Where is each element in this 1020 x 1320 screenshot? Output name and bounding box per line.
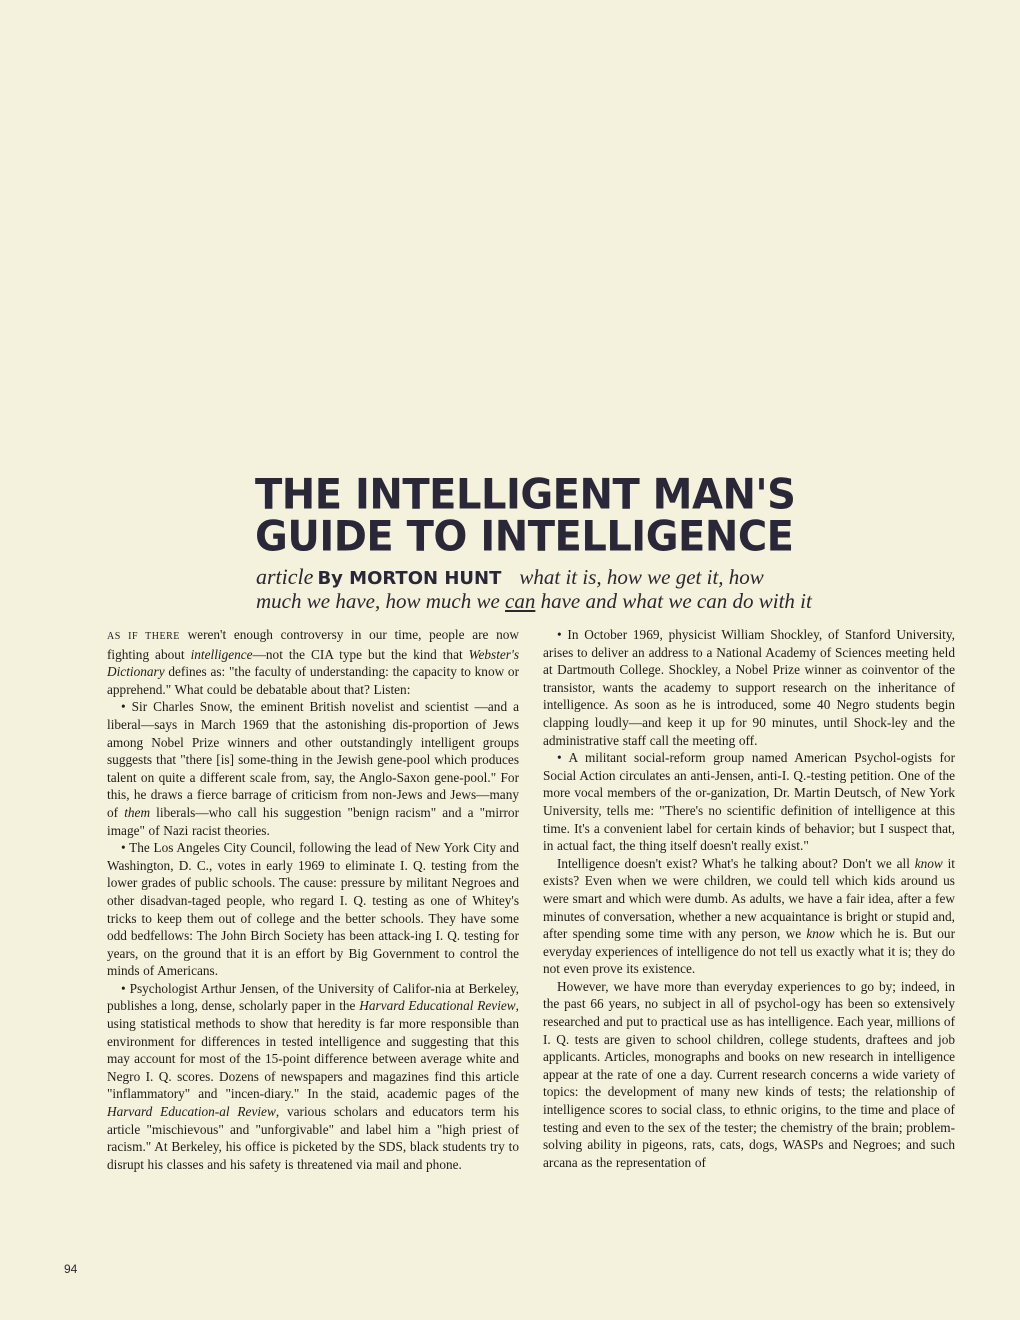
subtitle-part-c: have and what we can do with it xyxy=(540,589,812,613)
lead-in: AS IF THERE xyxy=(107,631,180,642)
subtitle-part-b: much we have, how much we xyxy=(256,589,500,613)
page-number: 94 xyxy=(64,1262,78,1276)
paragraph xyxy=(107,980,519,1174)
text-run: defines as: "the faculty of understanding: the capacity to know or apprehend." What could be debatable about that? Listen: xyxy=(107,664,519,697)
text-run: it exists? Even when we were children, we could tell which kids around us were smart and which were dumb. As adults, we have a fair idea, after a few minutes of conversation, whether a new acquaintance is bright or stupid and, after spending some time with any person, we xyxy=(543,855,956,942)
paragraph: • The Los Angeles City Council, following the lead of New York City and Washington, D. C., votes in early 1969 to eliminate I. Q. testing from the lower grades of public schools. The cause: pressure by militant Negroes and other disadvan-taged people, who regard I. Q. testing as one of Whitey's tricks to keep them out of college and the better schools. They have some odd bedfellows: The John Birch Society has been attack-ing I. Q. testing for years, on the ground that it is an effort by Big Government to control the minds of Americans. xyxy=(107,840,519,979)
paragraph xyxy=(107,626,519,698)
text-run: • Psychologist Arthur Jensen, of the University of Califor-nia at Berkeley, publishes a long, dense, scholarly paper in the xyxy=(107,980,519,1014)
emphasis: intelligence xyxy=(190,646,253,662)
text-run: • Sir Charles Snow, the eminent British novelist and scientist —and a liberal—says in March 1969 that the astonishing dis-proportion of Jews among Nobel Prize winners and other outstandingly intelligent groups suggests that "there [is] some-thing in the Jewish gene-pool which produces talent on quite a different scale from, say, the Anglo-Saxon gene-pool." For this, he draws a fierce barrage of criticism from non-Jews and Jews—many of xyxy=(107,699,519,820)
text-run: weren't enough controversy in our time, people are now fighting about xyxy=(107,627,519,662)
emphasis: Webster's Dictionary xyxy=(107,646,519,680)
emphasis: them xyxy=(124,804,151,820)
subtitle-line-2 xyxy=(256,590,816,613)
paragraph xyxy=(543,855,955,978)
text-run: which he is. But our everyday experiences of intelligence do not tell us exactly what it is; they do not even prove its existence. xyxy=(543,926,955,977)
paragraph xyxy=(107,698,519,839)
emphasis: know xyxy=(806,926,835,942)
paragraph: • In October 1969, physicist William Shockley, of Stanford University, arises to deliver an address to a National Academy of Sciences meeting held at Dartmouth College. Shockley, a Nobel Prize winner as coinventor of the transistor, wants the academy to support research on the inheritance of intelligence. As soon as he is introduced, some 40 Negro students begin clapping loudly—and keep it up for 90 minutes, until Shock-ley and the administrative staff call the meeting off. xyxy=(543,627,955,748)
text-run: , using statistical methods to show that heredity is far more responsible than environment for differences in tested intelligence and suggesting that this may account for most of the 15-point difference between average white and Negro I. Q. scores. Dozens of newspapers and magazines find this article "inflammatory" and "incen-diary." In the staid, academic pages of the xyxy=(107,998,519,1102)
text-run: , various scholars and educators term his article "mischievous" and "unforgivable" and label him a "high priest of racism." At Berkeley, his office is picketed by the SDS, black students try to disrupt his classes and his safety is threatened via mail and phone. xyxy=(107,1104,519,1172)
byline xyxy=(256,565,816,613)
subtitle-can: can xyxy=(505,589,536,613)
author: By MORTON HUNT xyxy=(317,568,502,589)
text-run: Intelligence doesn't exist? What's he talking about? Don't we all xyxy=(557,855,915,871)
paragraph: However, we have more than everyday experiences to go by; indeed, in the past 66 years, no subject in all of psychol-ogy has been so extensively researched and put to practical use as has intelligence. Each year, millions of I. Q. tests are given to school children, college students, draftees and job applicants. Articles, monographs and books on new research in intelligence appear at the rate of one a day. Current research concerns a wide variety of topics: the development of many new kinds of tests; the relationship of intelligence scores to social class, to ethnic origins, to the time and place of testing and even to the sex of the tester; the chemistry of the brain; problem-solving ability in pigeons, rats, cats, dogs, WASPs and Negroes; and such arcana as the representation of xyxy=(543,978,955,1170)
title-line-2: GUIDE TO INTELLIGENCE xyxy=(255,512,794,562)
text-run: —not the CIA type but the kind that xyxy=(252,646,469,662)
text-run: liberals—who call his suggestion "benign racism" and a "mirror image" of Nazi racist theories. xyxy=(107,804,520,838)
subtitle-part-a: what it is, how we get it, how xyxy=(519,565,764,589)
kicker: article xyxy=(256,564,314,589)
left-column xyxy=(107,626,519,1173)
emphasis: Harvard Education-al Review xyxy=(107,1104,276,1120)
title-line-1: THE INTELLIGENT MAN'S xyxy=(255,470,796,520)
right-column xyxy=(543,626,955,1171)
paragraph: • A militant social-reform group named American Psychol-ogists for Social Action circulates an anti-Jensen, anti-I. Q.-testing petition. One of the more vocal members of the or-ganization, Dr. Martin Deutsch, of New York University, tells me: "There's no scientific definition of intelligence at this time. It's a convenient label for certain kinds of behavior; but I suspect that, in actual fact, the thing itself doesn't really exist." xyxy=(543,750,955,854)
emphasis: know xyxy=(914,855,943,871)
emphasis: Harvard Educational Review xyxy=(359,998,516,1014)
article-title xyxy=(255,470,815,562)
